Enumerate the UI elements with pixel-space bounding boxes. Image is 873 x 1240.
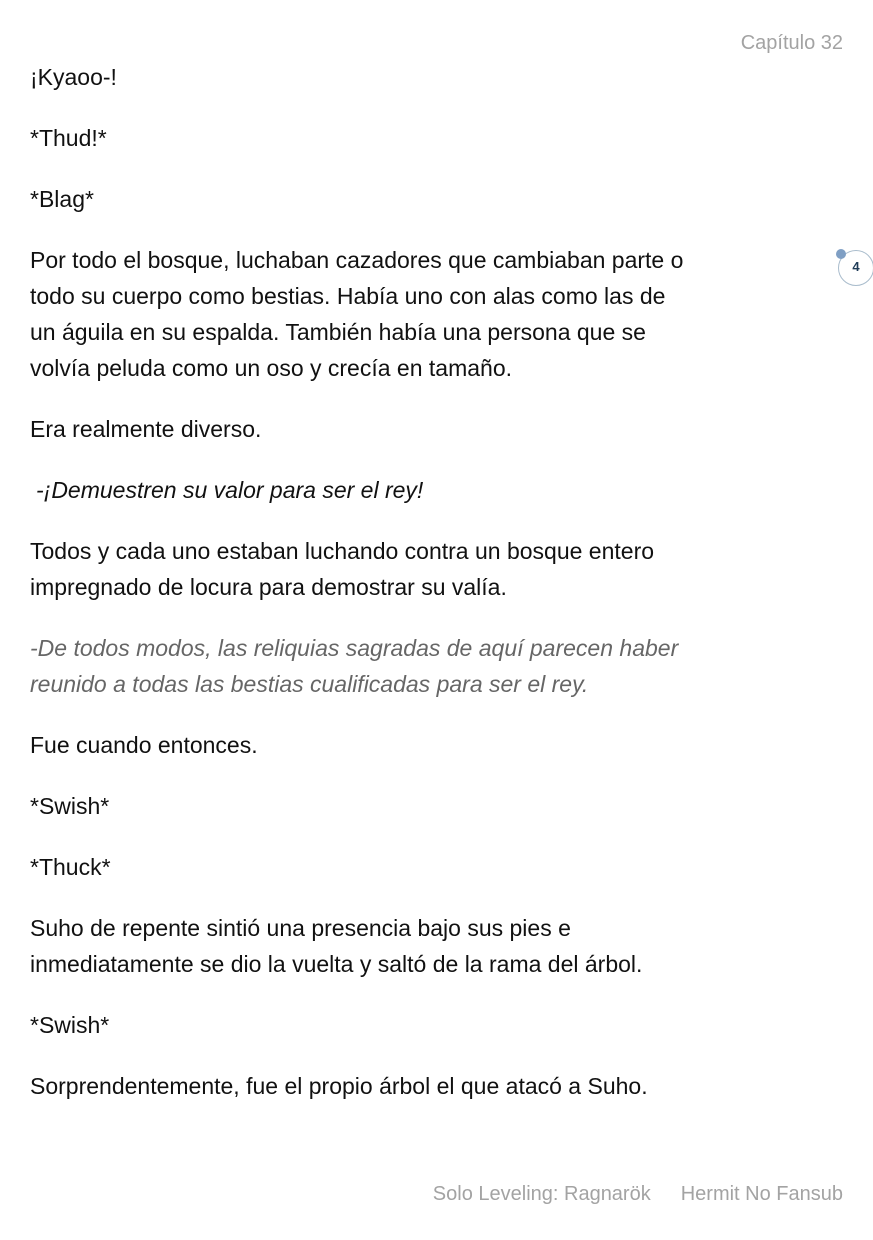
chapter-text — [30, 59, 830, 1129]
text-line: Fue cuando entonces. — [30, 732, 258, 758]
text-line: Era realmente diverso. — [30, 416, 262, 442]
paragraph — [30, 242, 830, 386]
paragraph — [30, 1007, 830, 1043]
paragraph — [30, 181, 830, 217]
footer — [403, 1183, 843, 1206]
text-line: *Swish* — [30, 793, 110, 819]
text-line: volvía peluda como un oso y crecía en tamaño. — [30, 355, 513, 381]
footer-title: Solo Leveling: Ragnarök — [432, 1183, 651, 1205]
paragraph — [30, 59, 830, 95]
text-line: -¡Demuestren su valor para ser el rey! — [36, 477, 424, 503]
paragraph — [30, 1068, 830, 1104]
comment-count-badge[interactable] — [838, 250, 873, 286]
badge-dot-icon — [836, 249, 846, 259]
footer-group: Hermit No Fansub — [680, 1183, 843, 1205]
paragraph — [30, 120, 830, 156]
text-line: *Thuck* — [30, 854, 111, 880]
text-line: ¡Kyaoo-! — [30, 64, 117, 90]
text-line: *Swish* — [30, 1012, 110, 1038]
dialogue-paragraph — [30, 472, 830, 508]
text-line: todo su cuerpo como bestias. Había uno con alas como las de — [30, 283, 666, 309]
text-line: impregnado de locura para demostrar su valía. — [30, 574, 507, 600]
paragraph — [30, 849, 830, 885]
text-line: *Blag* — [30, 186, 94, 212]
text-line: inmediatamente se dio la vuelta y saltó de la rama del árbol. — [30, 951, 643, 977]
paragraph — [30, 910, 830, 982]
text-line: -De todos modos, las reliquias sagradas de aquí parecen haber — [30, 635, 679, 661]
text-line: Por todo el bosque, luchaban cazadores que cambiaban parte o — [30, 247, 684, 273]
text-line: un águila en su espalda. También había una persona que se — [30, 319, 646, 345]
paragraph — [30, 788, 830, 824]
text-line: reunido a todas las bestias cualificadas para ser el rey. — [30, 671, 589, 697]
text-line: *Thud!* — [30, 125, 107, 151]
text-line: Todos y cada uno estaban luchando contra un bosque entero — [30, 538, 655, 564]
text-line: Sorprendentemente, fue el propio árbol el que atacó a Suho. — [30, 1073, 648, 1099]
thought-paragraph — [30, 630, 830, 702]
paragraph — [30, 411, 830, 447]
text-line: Suho de repente sintió una presencia bajo sus pies e — [30, 915, 571, 941]
comment-count: 4 — [852, 259, 860, 274]
paragraph — [30, 727, 830, 763]
paragraph — [30, 533, 830, 605]
chapter-header: Capítulo 32 — [740, 32, 843, 54]
